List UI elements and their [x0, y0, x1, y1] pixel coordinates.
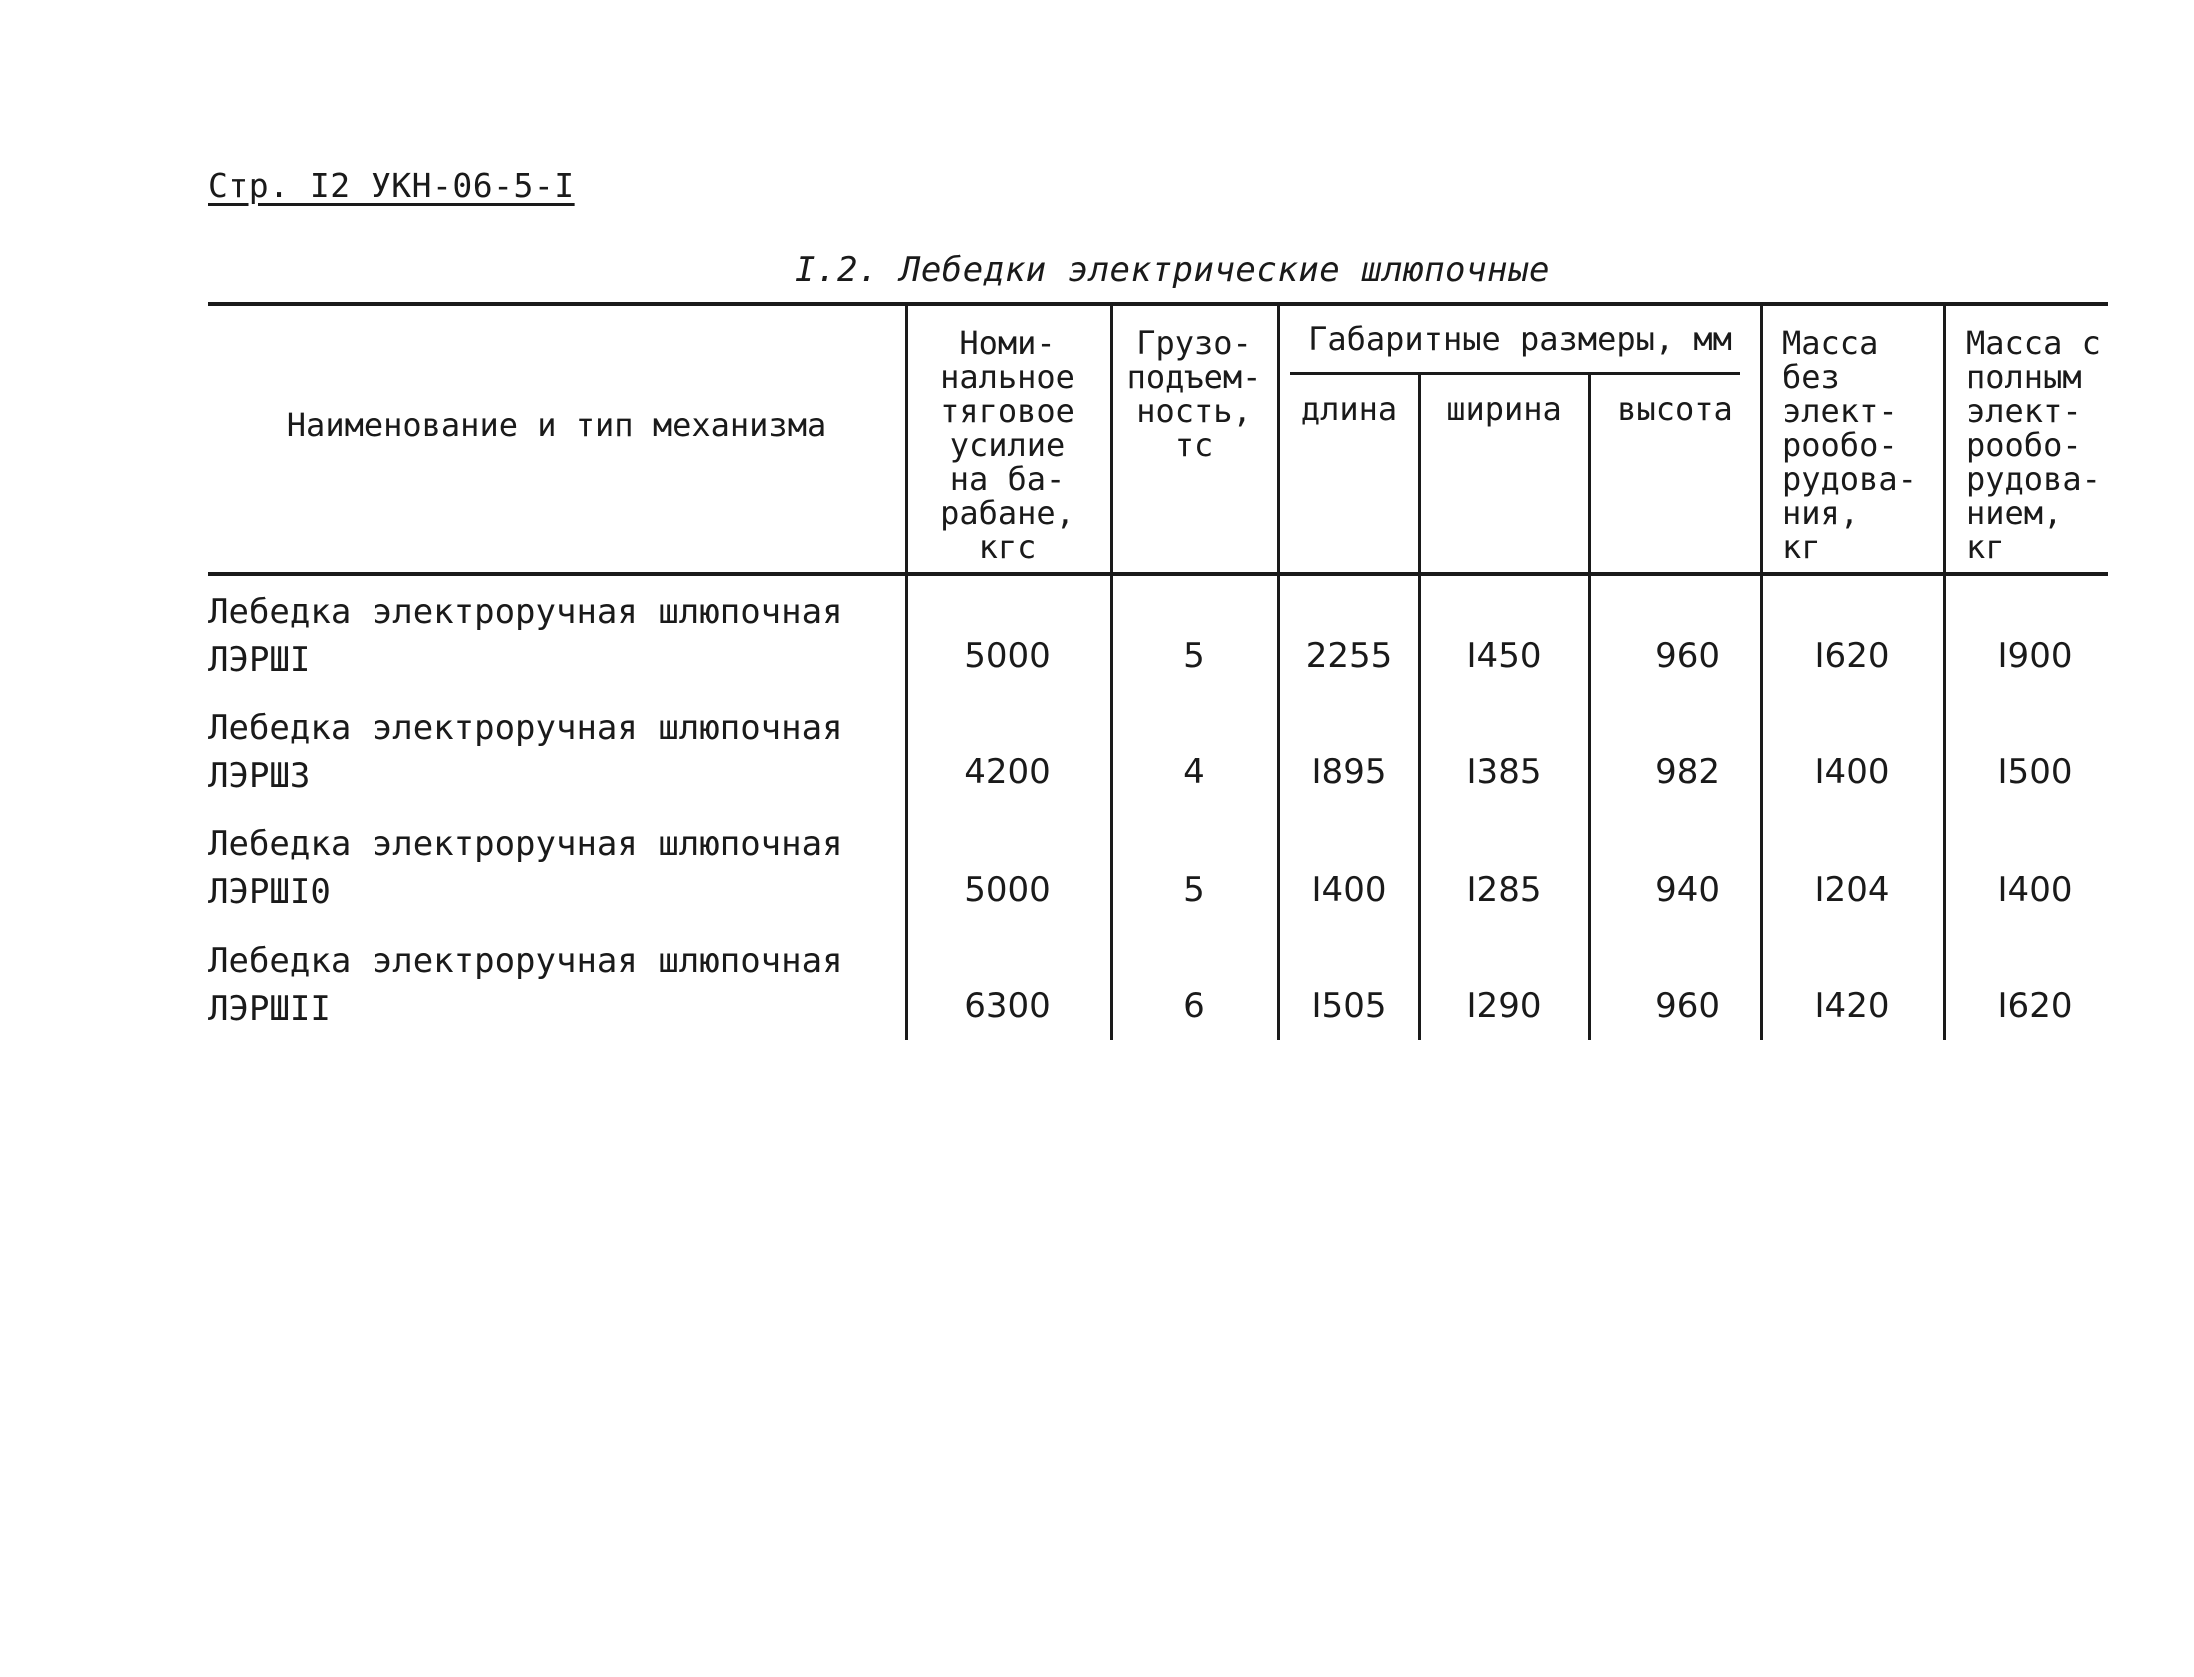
header-height: высота [1617, 390, 1733, 428]
header-length: длина [1300, 390, 1398, 428]
cell-force: 5000 [964, 870, 1051, 910]
cell-length: 2255 [1305, 636, 1393, 676]
column-divider [1943, 306, 1946, 1040]
cell-height: 940 [1655, 870, 1720, 910]
cell-width: I385 [1466, 752, 1542, 792]
column-divider [1110, 306, 1113, 1040]
cell-width: I290 [1466, 986, 1542, 1026]
column-divider [1418, 375, 1421, 1040]
header-force: Номи- нальное тяговое усилие на ба- рабане, кгс [940, 324, 1075, 566]
cell-capacity: 5 [1183, 636, 1205, 676]
header-capacity: Грузо- подъем- ность, тс [1126, 324, 1262, 464]
cell-mass-without: I400 [1814, 752, 1890, 792]
column-divider [1588, 375, 1591, 1040]
column-divider [1760, 306, 1763, 1040]
page-header: Стр. I2 УКН-06-5-I [208, 166, 575, 205]
row-name: Лебедка электроручная шлюпочная ЛЭРШI [208, 592, 843, 680]
header-name: Наименование и тип механизма [286, 406, 827, 444]
cell-length: I505 [1311, 986, 1387, 1026]
cell-mass-with: I620 [1997, 986, 2073, 1026]
cell-capacity: 5 [1183, 870, 1205, 910]
cell-width: I285 [1466, 870, 1542, 910]
column-divider [905, 306, 908, 1040]
column-divider [1277, 306, 1280, 1040]
header-width: ширина [1446, 390, 1562, 428]
cell-force: 5000 [964, 636, 1051, 676]
table-top-rule [208, 302, 2108, 306]
cell-force: 4200 [964, 752, 1051, 792]
cell-height: 960 [1655, 986, 1720, 1026]
header-bottom-rule [208, 572, 2108, 576]
cell-height: 982 [1655, 752, 1720, 792]
dims-group-rule [1290, 372, 1740, 375]
cell-force: 6300 [964, 986, 1051, 1026]
cell-capacity: 6 [1183, 986, 1205, 1026]
cell-mass-without: I204 [1814, 870, 1890, 910]
row-name: Лебедка электроручная шлюпочная ЛЭРШ3 [208, 708, 843, 796]
row-name: Лебедка электроручная шлюпочная ЛЭРШII [208, 941, 843, 1029]
cell-length: I895 [1311, 752, 1387, 792]
row-name: Лебедка электроручная шлюпочная ЛЭРШI0 [208, 824, 843, 912]
header-mass-with: Масса с полным элект- рообо- рудова- нием, кг [1966, 324, 2101, 566]
cell-mass-without: I420 [1814, 986, 1890, 1026]
cell-width: I450 [1466, 636, 1542, 676]
cell-mass-with: I900 [1997, 636, 2073, 676]
cell-mass-without: I620 [1814, 636, 1890, 676]
cell-mass-with: I500 [1997, 752, 2073, 792]
cell-length: I400 [1311, 870, 1387, 910]
cell-mass-with: I400 [1997, 870, 2073, 910]
cell-height: 960 [1655, 636, 1720, 676]
header-mass-without: Масса без элект- рообо- рудова- ния, кг [1782, 324, 1917, 566]
cell-capacity: 4 [1183, 752, 1205, 792]
table-title: I.2. Лебедки электрические шлюпочные [795, 250, 1550, 290]
header-dims-group: Габаритные размеры, мм [1308, 320, 1732, 358]
